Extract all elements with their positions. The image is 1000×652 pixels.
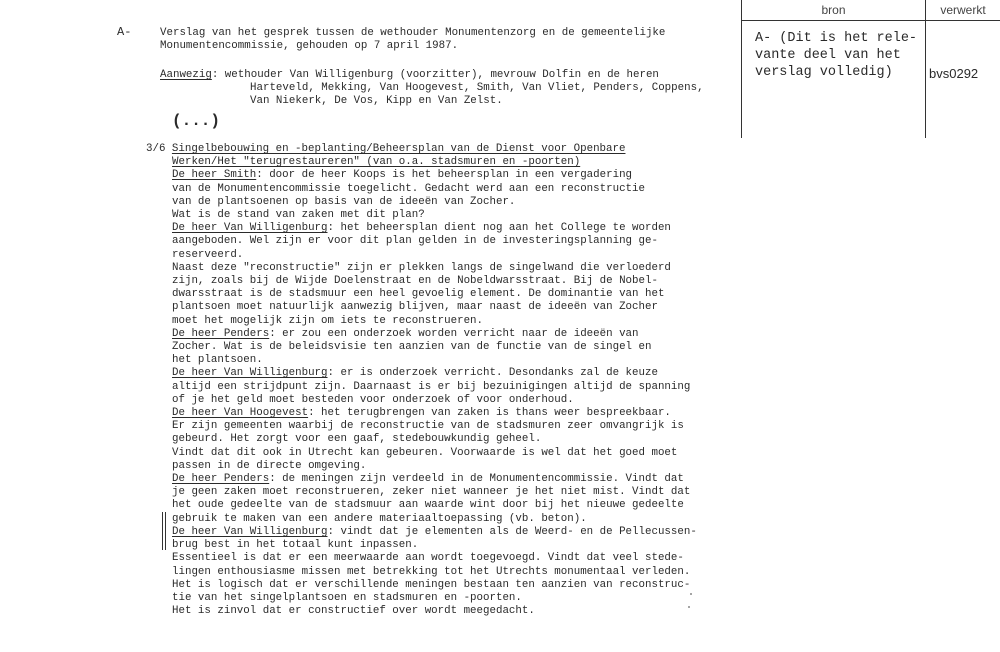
- attendees: [160, 69, 704, 108]
- bron-note: [755, 30, 917, 81]
- margin-mark: [165, 512, 166, 550]
- line-text: dwarsstraat is de stadsmuur een heel gevoelig element. De dominantie van het: [172, 288, 665, 301]
- text-line: [146, 579, 697, 592]
- minutes-body: [146, 143, 697, 618]
- item-title: Werken/Het "terugrestaureren" (van o.a. stadsmuren en -poorten): [172, 156, 581, 169]
- line-text: zijn, zoals bij de Wijde Doelenstraat en de Nobeldwarsstraat. Bij de Nobel-: [172, 275, 658, 288]
- text-line: [146, 156, 697, 169]
- line-text: aangeboden. Wel zijn er voor dit plan gelden in de investeringsplanning ge-: [172, 235, 658, 248]
- line-text: Wat is de stand van zaken met dit plan?: [172, 209, 425, 222]
- text-line: [146, 592, 697, 605]
- bron-line: vante deel van het: [755, 48, 901, 63]
- text-line: [146, 566, 697, 579]
- text-line: [146, 367, 697, 380]
- text-line: [146, 315, 697, 328]
- text-line: [146, 552, 697, 565]
- line-text: : door de heer Koops is het beheersplan in een vergadering: [256, 169, 633, 182]
- speaker-name: De heer Penders: [172, 473, 270, 486]
- text-line: [146, 143, 697, 156]
- line-text: : de meningen zijn verdeeld in de Monumentencommissie. Vindt dat: [269, 473, 684, 486]
- intro-line: Monumentencommissie, gehouden op 7 april 1987.: [160, 40, 459, 52]
- line-text: Het is logisch dat er verschillende meningen bestaan ten aanzien van reconstruc-: [172, 578, 691, 591]
- text-line: [146, 169, 697, 182]
- line-text: : er is onderzoek verricht. Desondanks zal de keuze: [327, 367, 658, 380]
- text-line: [146, 381, 697, 394]
- speaker-name: De heer Van Willigenburg: [172, 525, 328, 538]
- speaker-name: De heer Van Willigenburg: [172, 222, 328, 235]
- speaker-name: De heer Penders: [172, 327, 270, 340]
- speaker-name: De heer Van Hoogevest: [172, 407, 309, 420]
- header-bron: bron: [821, 3, 846, 17]
- header-verwerkt: verwerkt: [940, 3, 986, 17]
- line-text: : het beheersplan dient nog aan het College te worden: [327, 222, 671, 235]
- ellipsis: (...): [172, 112, 221, 130]
- table-header-divider: [741, 20, 1000, 21]
- speaker-name: De heer Smith: [172, 169, 257, 182]
- bron-line: verslag volledig): [755, 65, 893, 80]
- intro-text: [160, 27, 665, 53]
- line-text: Essentieel is dat er een meerwaarde aan wordt toegevoegd. Vindt dat veel stede-: [172, 552, 684, 565]
- text-line: [146, 341, 697, 354]
- line-text: of je het geld moet besteden voor onderzoek of voor onderhoud.: [172, 393, 574, 406]
- margin-mark: [162, 512, 163, 550]
- line-text: plantsoen moet natuurlijk aanwezig blijven, maar naast de ideeën van Zocher: [172, 301, 658, 314]
- section-marker: A-: [117, 25, 132, 39]
- line-text: je geen zaken moet reconstrueren, zeker niet wanneer je het niet mist. Vindt dat: [172, 486, 691, 499]
- text-line: [146, 420, 697, 433]
- line-text: brug best in het totaal kunt inpassen.: [172, 539, 419, 552]
- text-line: [146, 499, 697, 512]
- text-line: [146, 394, 697, 407]
- text-line: [146, 354, 697, 367]
- line-text: Naast deze "reconstructie" zijn er plekken langs de singelwand die verloederd: [172, 261, 671, 274]
- line-text: gebruik te maken van een andere materiaaltoepassing (vb. beton).: [172, 512, 587, 525]
- text-line: [146, 262, 697, 275]
- text-line: [146, 407, 697, 420]
- line-text: tie van het singelplantsoen en stadsmuren en -poorten.: [172, 591, 522, 604]
- line-text: : er zou een onderzoek worden verricht naar de ideeën van: [269, 327, 639, 340]
- line-text: gebeurd. Het zorgt voor een gaaf, stedebouwkundig geheel.: [172, 433, 542, 446]
- text-line: [146, 222, 697, 235]
- line-text: het oude gedeelte van de stadsmuur aan waarde wint door bij het nieuwe gedeelte: [172, 499, 684, 512]
- speck: [688, 606, 690, 608]
- line-text: : vindt dat je elementen als de Weerd- en de Pellecussen-: [327, 525, 697, 538]
- text-line: [146, 328, 697, 341]
- text-line: [146, 605, 697, 618]
- text-line: [146, 209, 697, 222]
- verwerkt-value: bvs0292: [929, 66, 979, 81]
- item-number: 3/6: [146, 143, 172, 155]
- line-text: lingen enthousiasme missen met betrekking tot het Utrechts monumentaal verleden.: [172, 565, 691, 578]
- attendees-line: : wethouder Van Willigenburg (voorzitter), mevrouw Dolfin en de heren: [211, 69, 659, 81]
- intro-line: Verslag van het gesprek tussen de wethouder Monumentenzorg en de gemeentelijke: [160, 27, 666, 39]
- text-line: [146, 460, 697, 473]
- text-line: [146, 288, 697, 301]
- text-line: [146, 183, 697, 196]
- line-text: : het terugbrengen van zaken is thans weer bespreekbaar.: [308, 407, 671, 420]
- speaker-name: De heer Van Willigenburg: [172, 367, 328, 380]
- line-text: Het is zinvol dat er constructief over wordt meegedacht.: [172, 605, 535, 618]
- item-title: Singelbebouwing en -beplanting/Beheersplan van de Dienst voor Openbare: [171, 143, 626, 155]
- attendees-line: Van Niekerk, De Vos, Kipp en Van Zelst.: [250, 95, 503, 107]
- line-text: het plantsoen.: [172, 354, 263, 367]
- line-text: passen in de directe omgeving.: [172, 459, 367, 472]
- line-text: Zocher. Wat is de beleidsvisie ten aanzien van de functie van de singel en: [172, 341, 652, 354]
- line-text: altijd een strijdpunt zijn. Daarnaast is er bij bezuinigingen altijd de spanning: [172, 380, 691, 393]
- text-line: [146, 301, 697, 314]
- attendees-label: Aanwezig: [160, 69, 212, 81]
- attendees-line: Harteveld, Mekking, Van Hoogevest, Smith, Van Vliet, Penders, Coppens,: [250, 82, 704, 94]
- line-text: van de Monumentencommissie toegelicht. Gedacht werd aan een reconstructie: [172, 182, 645, 195]
- text-line: [146, 275, 697, 288]
- text-line: [146, 235, 697, 248]
- line-text: van de plantsoenen op basis van de ideeën van Zocher.: [172, 195, 516, 208]
- text-line: [146, 513, 697, 526]
- line-text: moet het mogelijk zijn om iets te reconstrueren.: [172, 314, 484, 327]
- text-line: [146, 486, 697, 499]
- text-line: [146, 196, 697, 209]
- text-line: [146, 433, 697, 446]
- text-line: [146, 539, 697, 552]
- line-text: reserveerd.: [172, 248, 244, 261]
- speck: [690, 593, 692, 595]
- text-line: [146, 526, 697, 539]
- line-text: Er zijn gemeenten waarbij de reconstructie van de stadsmuren zeer omvangrijk is: [172, 420, 684, 433]
- bron-line: A- (Dit is het rele-: [755, 31, 918, 46]
- line-text: Vindt dat dit ook in Utrecht kan gebeuren. Voorwaarde is wel dat het goed moet: [172, 446, 678, 459]
- text-line: [146, 447, 697, 460]
- text-line: [146, 249, 697, 262]
- text-line: [146, 473, 697, 486]
